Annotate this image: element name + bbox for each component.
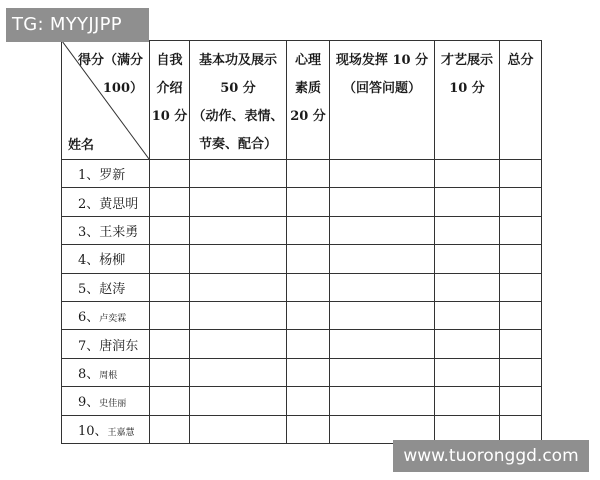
contestant-name-cell (62, 245, 150, 273)
score-cell (500, 216, 542, 244)
score-cell (190, 358, 287, 386)
score-cell (330, 160, 435, 188)
score-cell (500, 387, 542, 415)
contestant-number: 3、 (78, 224, 100, 240)
score-cell (330, 273, 435, 301)
table-row (62, 245, 542, 273)
corner-header-cell (62, 41, 150, 160)
score-cell (150, 188, 190, 216)
contestant-name: 周根 (99, 370, 118, 381)
contestant-name: 史佳丽 (99, 399, 127, 410)
score-cell (435, 330, 500, 358)
contestant-number: 1、 (78, 168, 100, 184)
contestant-name: 杨柳 (99, 253, 126, 269)
contestant-name-cell (62, 160, 150, 188)
score-cell (287, 415, 330, 443)
contestant-name: 唐润东 (99, 338, 139, 354)
score-cell (190, 301, 287, 329)
contestant-number: 7、 (78, 338, 100, 354)
score-cell (435, 160, 500, 188)
score-cell (330, 387, 435, 415)
table-row (62, 216, 542, 244)
name-label: 姓名 (68, 138, 95, 153)
score-cell (500, 358, 542, 386)
contestant-number: 6、 (78, 310, 100, 326)
score-cell (435, 188, 500, 216)
contestant-number: 5、 (78, 281, 100, 297)
header-psychology: 心理 素质 20 分 (287, 41, 330, 160)
contestant-number: 9、 (78, 395, 100, 411)
score-cell (330, 216, 435, 244)
contestant-name-cell (62, 301, 150, 329)
score-cell (330, 330, 435, 358)
score-cell (500, 188, 542, 216)
score-label: 得分（满分 100） (77, 53, 143, 96)
score-cell (500, 160, 542, 188)
header-total: 总分 (500, 41, 542, 160)
score-cell (500, 273, 542, 301)
score-cell (435, 301, 500, 329)
score-cell (435, 273, 500, 301)
header-row (62, 41, 542, 160)
contestant-name: 卢奕霖 (99, 314, 127, 325)
score-cell (150, 301, 190, 329)
url-watermark: www.tuoronggd.com (393, 440, 589, 472)
contestant-name-cell (62, 387, 150, 415)
contestant-name: 赵涛 (99, 281, 126, 297)
score-cell (287, 273, 330, 301)
score-cell (435, 387, 500, 415)
contestant-name: 王嘉慧 (107, 427, 135, 438)
score-cell (150, 273, 190, 301)
score-cell (287, 188, 330, 216)
score-cell (190, 330, 287, 358)
contestant-name-cell (62, 415, 150, 443)
score-cell (190, 188, 287, 216)
score-cell (287, 387, 330, 415)
header-basic-skills: 基本功及展示 50 分 （动作、表情、 节奏、配合） (190, 41, 287, 160)
score-cell (190, 245, 287, 273)
contestant-name: 黄思明 (99, 196, 139, 212)
table-row (62, 273, 542, 301)
score-table (61, 40, 542, 444)
contestant-number: 8、 (78, 366, 100, 382)
score-cell (190, 216, 287, 244)
score-cell (287, 330, 330, 358)
tg-watermark: TG: MYYJJPP (6, 8, 149, 42)
score-cell (500, 330, 542, 358)
score-cell (330, 301, 435, 329)
table-body (62, 160, 542, 444)
contestant-number: 10、 (78, 423, 108, 439)
score-cell (435, 216, 500, 244)
header-self-intro: 自我 介绍 10 分 (150, 41, 190, 160)
contestant-number: 2、 (78, 196, 100, 212)
contestant-name-cell (62, 330, 150, 358)
score-cell (190, 273, 287, 301)
contestant-name: 王来勇 (99, 224, 139, 240)
score-cell (190, 387, 287, 415)
score-cell (435, 245, 500, 273)
score-cell (190, 160, 287, 188)
score-cell (330, 188, 435, 216)
table-row (62, 160, 542, 188)
score-cell (150, 245, 190, 273)
score-cell (190, 415, 287, 443)
score-cell (287, 245, 330, 273)
score-cell (330, 245, 435, 273)
contestant-name-cell (62, 273, 150, 301)
score-cell (287, 160, 330, 188)
score-cell (287, 358, 330, 386)
table-row (62, 387, 542, 415)
score-cell (150, 160, 190, 188)
score-cell (287, 216, 330, 244)
header-talent: 才艺展示 10 分 (435, 41, 500, 160)
score-cell (435, 358, 500, 386)
contestant-name-cell (62, 188, 150, 216)
contestant-name-cell (62, 358, 150, 386)
score-cell (150, 216, 190, 244)
score-cell (287, 301, 330, 329)
score-cell (150, 358, 190, 386)
score-cell (500, 301, 542, 329)
contestant-name-cell (62, 216, 150, 244)
score-cell (330, 358, 435, 386)
score-cell (150, 387, 190, 415)
score-cell (500, 245, 542, 273)
contestant-name: 罗新 (99, 168, 126, 184)
table-row (62, 188, 542, 216)
table-row (62, 358, 542, 386)
score-cell (150, 415, 190, 443)
table-row (62, 301, 542, 329)
contestant-number: 4、 (78, 253, 100, 269)
score-cell (150, 330, 190, 358)
table-row (62, 330, 542, 358)
header-on-site: 现场发挥 10 分 （回答问题） (330, 41, 435, 160)
